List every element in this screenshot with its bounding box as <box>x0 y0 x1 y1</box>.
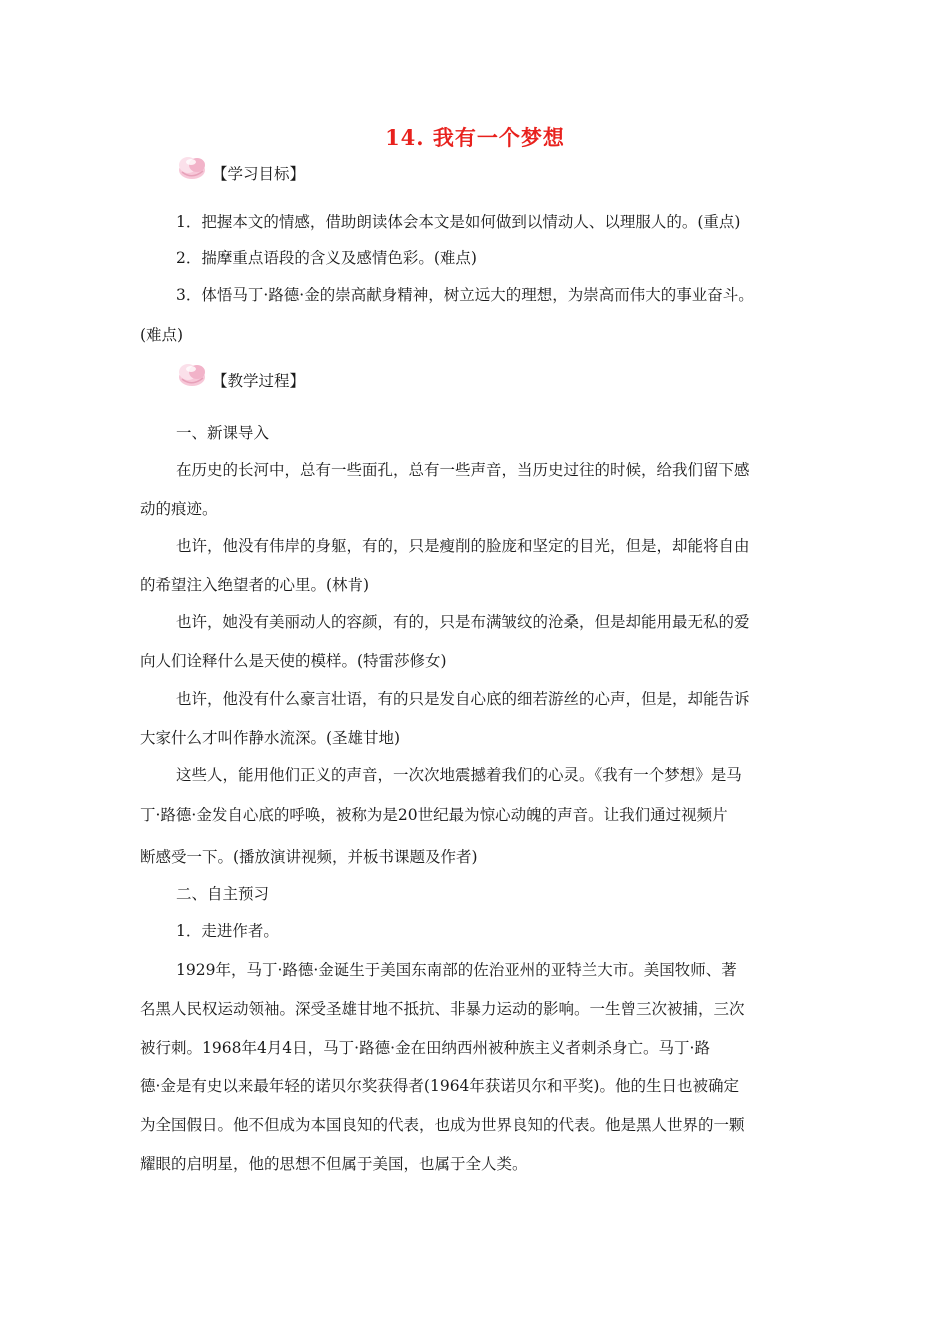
objective-3: 3．体悟马丁·路德·金的崇高献身精神，树立远大的理想，为崇高而伟大的事业奋斗。 <box>176 286 754 304</box>
part1-heading: 一、新课导入 <box>176 424 270 442</box>
objective-2: 2．揣摩重点语段的含义及感情色彩。(难点) <box>176 249 477 267</box>
intro-line-3: 也许，他没有伟岸的身躯，有的，只是瘦削的脸庞和坚定的目光，但是，却能将自由 <box>176 537 750 555</box>
intro-line-2: 动的痕迹。 <box>140 500 218 518</box>
objective-1: 1．把握本文的情感，借助朗读体会本文是如何做到以情动人、以理服人的。(重点) <box>176 213 741 231</box>
author-line-4: 德·金是有史以来最年轻的诺贝尔奖获得者(1964年获诺贝尔和平奖)。他的生日也被确定 <box>140 1077 739 1095</box>
author-line-3: 被行刺。1968年4月4日，马丁·路德·金在田纳西州被种族主义者刺杀身亡。马丁·路 <box>140 1039 710 1057</box>
process-heading: 【教学过程】 <box>212 372 306 390</box>
intro-line-10: 丁·路德·金发自心底的呼唤，被称为是20世纪最为惊心动魄的声音。让我们通过视频片 <box>140 806 728 824</box>
flower-icon <box>176 150 210 184</box>
objective-3-cont: (难点) <box>140 326 184 344</box>
author-line-6: 耀眼的启明星，他的思想不但属于美国，也属于全人类。 <box>140 1155 528 1173</box>
author-line-5: 为全国假日。他不但成为本国良知的代表，也成为世界良知的代表。他是黑人世界的一颗 <box>140 1116 745 1134</box>
intro-line-6: 向人们诠释什么是天使的模样。(特雷莎修女) <box>140 652 447 670</box>
intro-line-7: 也许，他没有什么豪言壮语，有的只是发自心底的细若游丝的心声，但是，却能告诉 <box>176 690 750 708</box>
process-section-head <box>176 355 305 391</box>
intro-line-4: 的希望注入绝望者的心里。(林肯) <box>140 576 370 594</box>
author-line-2: 名黑人民权运动领袖。深受圣雄甘地不抵抗、非暴力运动的影响。一生曾三次被捕，三次 <box>140 1000 745 1018</box>
sub1-heading: 1．走进作者。 <box>176 922 279 940</box>
intro-line-1: 在历史的长河中，总有一些面孔，总有一些声音，当历史过往的时候，给我们留下感 <box>176 461 750 479</box>
part2-heading: 二、自主预习 <box>176 885 270 903</box>
page-title: 14. 我有一个梦想 <box>385 125 565 150</box>
intro-line-8: 大家什么才叫作静水流深。(圣雄甘地) <box>140 729 401 747</box>
flower-icon <box>176 357 210 391</box>
intro-line-11: 断感受一下。(播放演讲视频，并板书课题及作者) <box>140 848 478 866</box>
intro-line-9: 这些人，能用他们正义的声音，一次次地震撼着我们的心灵。《我有一个梦想》是马 <box>176 766 742 784</box>
objectives-heading: 【学习目标】 <box>212 165 306 183</box>
author-line-1: 1929年，马丁·路德·金诞生于美国东南部的佐治亚州的亚特兰大市。美国牧师、著 <box>176 961 737 979</box>
intro-line-5: 也许，她没有美丽动人的容颜，有的，只是布满皱纹的沧桑，但是却能用最无私的爱 <box>176 613 750 631</box>
objectives-section-head <box>176 148 305 184</box>
